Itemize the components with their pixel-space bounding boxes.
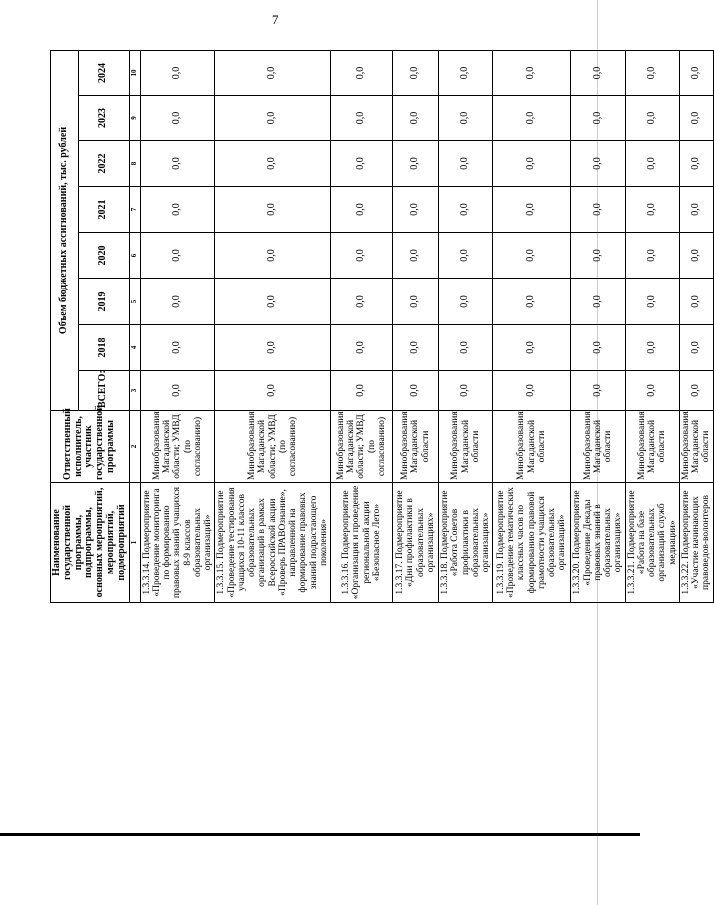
row-value: 0,0 (393, 187, 439, 233)
row-responsible: Минобразования Магаданской области (571, 411, 625, 483)
row-value: 0,0 (215, 96, 331, 141)
row-value: 0,0 (679, 50, 713, 95)
header-responsible: Ответственный исполнитель, участник государственной программы (51, 411, 130, 483)
row-value: 0,0 (571, 325, 625, 371)
row-name: 1.3.3.18. Подмероприятие «Работа Советов профилактики в образовательных организациях» (439, 483, 493, 603)
row-responsible: Минобразования Магаданской области; УМВД (по согласованию) (140, 411, 215, 483)
row-value: 0,0 (493, 187, 571, 233)
row-value: 0,0 (625, 233, 679, 279)
row-value: 0,0 (571, 50, 625, 95)
row-value: 0,0 (140, 187, 215, 233)
row-value: 0,0 (393, 50, 439, 95)
header-year: 2018 (78, 325, 129, 371)
row-value: 0,0 (571, 233, 625, 279)
row-value: 0,0 (679, 279, 713, 325)
row-value: 0,0 (331, 233, 393, 279)
row-value: 0,0 (215, 371, 331, 411)
row-value: 0,0 (393, 233, 439, 279)
row-value: 0,0 (215, 50, 331, 95)
table-row (140, 50, 215, 602)
table-row (493, 50, 571, 602)
column-number: 2 (129, 411, 140, 483)
table-row (679, 50, 713, 602)
row-value: 0,0 (493, 96, 571, 141)
row-value: 0,0 (571, 187, 625, 233)
row-value: 0,0 (679, 371, 713, 411)
row-value: 0,0 (140, 279, 215, 325)
row-name: 1.3.3.16. Подмероприятие «Организация и проведение региональной акции «Безопасное Лето» (331, 483, 393, 603)
row-value: 0,0 (439, 50, 493, 95)
row-value: 0,0 (140, 50, 215, 95)
row-value: 0,0 (393, 325, 439, 371)
row-value: 0,0 (625, 371, 679, 411)
row-value: 0,0 (393, 279, 439, 325)
row-value: 0,0 (140, 141, 215, 187)
header-name: Наименование государственной программы, подпрограммы, основных мероприятий, мероприятий, подмероприятий (51, 483, 130, 603)
column-number: 7 (129, 187, 140, 233)
row-value: 0,0 (493, 279, 571, 325)
row-value: 0,0 (493, 233, 571, 279)
header-year: 2019 (78, 279, 129, 325)
table-row (331, 50, 393, 602)
row-value: 0,0 (215, 279, 331, 325)
row-responsible: Минобразования Магаданской области (625, 411, 679, 483)
row-value: 0,0 (215, 233, 331, 279)
row-value: 0,0 (571, 371, 625, 411)
table-row (571, 50, 625, 602)
column-number: 9 (129, 96, 140, 141)
row-value: 0,0 (625, 141, 679, 187)
row-value: 0,0 (625, 187, 679, 233)
row-name: 1.3.3.21. Подмероприятие «Работа на базе образовательных организаций служб медиации» (625, 483, 679, 603)
header-year: 2020 (78, 233, 129, 279)
row-value: 0,0 (331, 325, 393, 371)
column-number: 8 (129, 141, 140, 187)
header-year: 2024 (78, 50, 129, 95)
column-number: 1 (129, 483, 140, 603)
row-value: 0,0 (571, 279, 625, 325)
header-year: 2023 (78, 96, 129, 141)
table-row (215, 50, 331, 602)
row-value: 0,0 (215, 325, 331, 371)
row-value: 0,0 (625, 279, 679, 325)
row-value: 0,0 (493, 141, 571, 187)
row-value: 0,0 (140, 325, 215, 371)
row-value: 0,0 (571, 141, 625, 187)
rotated-table-container (50, 51, 712, 603)
row-value: 0,0 (439, 279, 493, 325)
column-number: 4 (129, 325, 140, 371)
bottom-rule (0, 833, 640, 836)
row-responsible: Минобразования Магаданской области (679, 411, 713, 483)
row-value: 0,0 (493, 50, 571, 95)
row-value: 0,0 (215, 141, 331, 187)
row-value: 0,0 (140, 233, 215, 279)
row-value: 0,0 (331, 96, 393, 141)
row-value: 0,0 (679, 96, 713, 141)
row-value: 0,0 (439, 96, 493, 141)
row-name: 1.3.3.22. Подмероприятие «Участие начинающих правоведов-волонтеров (679, 483, 713, 603)
row-value: 0,0 (439, 325, 493, 371)
row-value: 0,0 (215, 187, 331, 233)
header-year: 2021 (78, 187, 129, 233)
row-name: 1.3.3.19. Подмероприятие «Проведение тематических классных часов по формированию правовой грамотности учащихся образовательных организаций» (493, 483, 571, 603)
header-year: 2022 (78, 141, 129, 187)
column-number: 6 (129, 233, 140, 279)
row-value: 0,0 (493, 325, 571, 371)
row-name: 1.3.3.17. Подмероприятие «Дни профилактики в образовательных организациях» (393, 483, 439, 603)
row-value: 0,0 (393, 371, 439, 411)
table-row (393, 50, 439, 602)
row-value: 0,0 (439, 233, 493, 279)
budget-table (50, 50, 714, 603)
row-value: 0,0 (493, 371, 571, 411)
row-value: 0,0 (140, 96, 215, 141)
column-number: 10 (129, 50, 140, 95)
row-value: 0,0 (439, 141, 493, 187)
row-value: 0,0 (439, 371, 493, 411)
row-value: 0,0 (331, 279, 393, 325)
row-responsible: Минобразования Магаданской области (439, 411, 493, 483)
row-value: 0,0 (331, 141, 393, 187)
table-row (439, 50, 493, 602)
table-row (625, 50, 679, 602)
row-responsible: Минобразования Магаданской области (493, 411, 571, 483)
row-responsible: Минобразования Магаданской области; УМВД (по согласованию) (215, 411, 331, 483)
row-responsible: Минобразования Магаданской области; УМВД (по согласованию) (331, 411, 393, 483)
row-value: 0,0 (679, 141, 713, 187)
row-value: 0,0 (625, 325, 679, 371)
column-number: 3 (129, 371, 140, 411)
row-name: 1.3.3.14. Подмероприятие «Проведение мониторинга по формированию правовых знаний учащихся 8-9 классов образовательных организаций» (140, 483, 215, 603)
row-name: 1.3.3.20. Подмероприятие «Проведение Декады правовых знаний в образовательных организациях» (571, 483, 625, 603)
row-value: 0,0 (571, 96, 625, 141)
row-value: 0,0 (393, 96, 439, 141)
row-value: 0,0 (625, 50, 679, 95)
row-value: 0,0 (140, 371, 215, 411)
row-value: 0,0 (439, 187, 493, 233)
row-responsible: Минобразования Магаданской области (393, 411, 439, 483)
header-budget: Объем бюджетных ассигнований, тыс. рублей (51, 50, 79, 410)
row-value: 0,0 (331, 50, 393, 95)
row-value: 0,0 (679, 187, 713, 233)
page-number: 7 (272, 12, 279, 27)
column-number: 5 (129, 279, 140, 325)
row-value: 0,0 (625, 96, 679, 141)
row-value: 0,0 (331, 187, 393, 233)
header-total: ВСЕГО: (78, 371, 129, 411)
row-value: 0,0 (679, 325, 713, 371)
row-value: 0,0 (331, 371, 393, 411)
row-name: 1.3.3.15. Подмероприятие «Проведение тестирования учащихся 10-11 классов образовательных организаций в рамках Всероссийской акции «Проверь ПРАВОзнание», направленной на формирование правовых знаний подрастающего поколения» (215, 483, 331, 603)
row-value: 0,0 (679, 233, 713, 279)
row-value: 0,0 (393, 141, 439, 187)
